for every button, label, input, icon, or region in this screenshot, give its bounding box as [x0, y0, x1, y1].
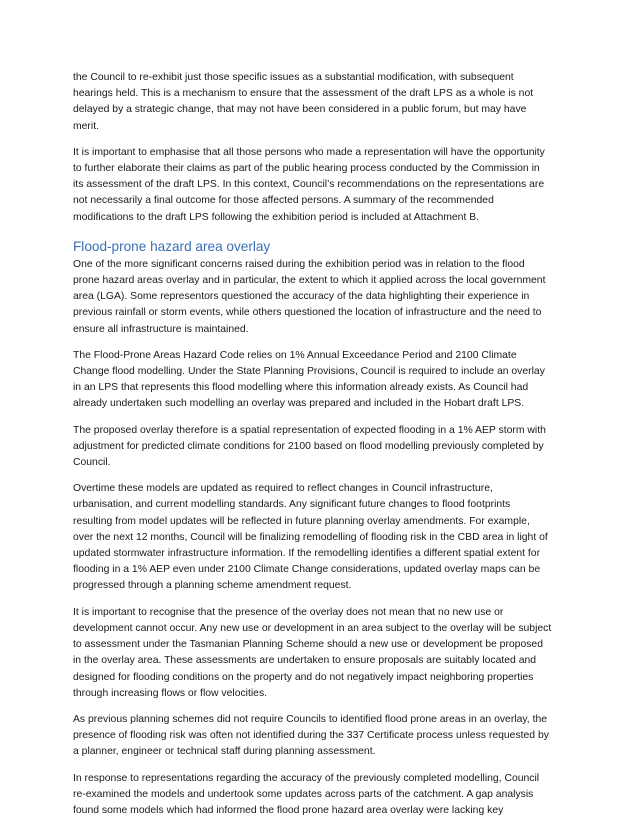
paragraph-previous-schemes: As previous planning schemes did not require Councils to identified flood prone areas in an overlay, the presence of flooding risk was often not identified during the 337 Certificate process unless requested by a planner, engineer or technical staff during planning assessment. [73, 713, 549, 758]
paragraph-model-updates: Overtime these models are updated as required to reflect changes in Council infrastructure, urbanisation, and current modelling standards. Any significant future changes to flood footprints resulting from model updates will be reflected in future planning overlay amendments. For example, over the next 12 months, Council will be finalizing remodelling of flooding risk in the CBD area in light of updated stormwater infrastructure information. If the remodelling identifies a different spatial extent for flooding in a 1% AEP even under 2100 Climate Change considerations, updated overlay maps can be progressed through a planning scheme amendment request. [73, 483, 548, 592]
paragraph-hazard-code: The Flood-Prone Areas Hazard Code relies on 1% Annual Exceedance Period and 2100 Climate Change flood modelling. Under the State Planning Provisions, Council is required to include an overlay in an LPS that represents this flood modelling where this information already exists. As Council had already undertaken such modelling an overlay was prepared and included in the Hobart draft LPS. [73, 349, 545, 410]
section-heading-flood-prone: Flood-prone hazard area overlay [73, 238, 271, 254]
paragraph-flood-concerns: One of the more significant concerns raised during the exhibition period was in relation to the flood prone hazard areas overlay and in particular, the extent to which it applied across the local government area (LGA). Some representors questioned the accuracy of the data highlighting their experience in previous rainfall or storm events, while others questioned the location of infrastructure and the need to ensure all infrastructure is maintained. [73, 258, 546, 335]
paragraph-reexamined-models: In response to representations regarding the accuracy of the previously completed modelling, Council re-examined the models and undertook some updates across parts of the catchment. A gap analysis found some models which had informed the flood prone hazard area overlay were lacking key [73, 772, 540, 816]
paragraph-proposed-overlay: The proposed overlay therefore is a spatial representation of expected flooding in a 1% AEP storm with adjustment for predicted climate conditions for 2100 based on flood modelling previously completed by Council. [73, 424, 546, 469]
paragraph-reexhibit: the Council to re-exhibit just those specific issues as a substantial modification, with subsequent hearings held. This is a mechanism to ensure that the assessment of the draft LPS as a whole is not delayed by a strategic change, that may not have been considered in a public forum, but may have merit. [73, 72, 534, 132]
paragraph-representation-opportunity: It is important to emphasise that all those persons who made a representation will have the opportunity to further elaborate their claims as part of the public hearing process conducted by the Commission in its assessment of the draft LPS. In this context, Council’s recommendations on the representations are not necessarily a final outcome for those affected persons. A summary of the recommended modifications to the draft LPS following the exhibition period is included at Attachment B. [73, 146, 545, 223]
paragraph-overlay-presence: It is important to recognise that the presence of the overlay does not mean that no new use or development cannot occur. Any new use or development in an area subject to the overlay will be subject to assessment under the Tasmanian Planning Scheme should a new use or development be proposed in the overlay area. These assessments are undertaken to ensure proposals are suitably located and designed for flooding conditions on the property and do not negatively impact neighboring properties through increasing flows or flow velocities. [73, 606, 552, 699]
